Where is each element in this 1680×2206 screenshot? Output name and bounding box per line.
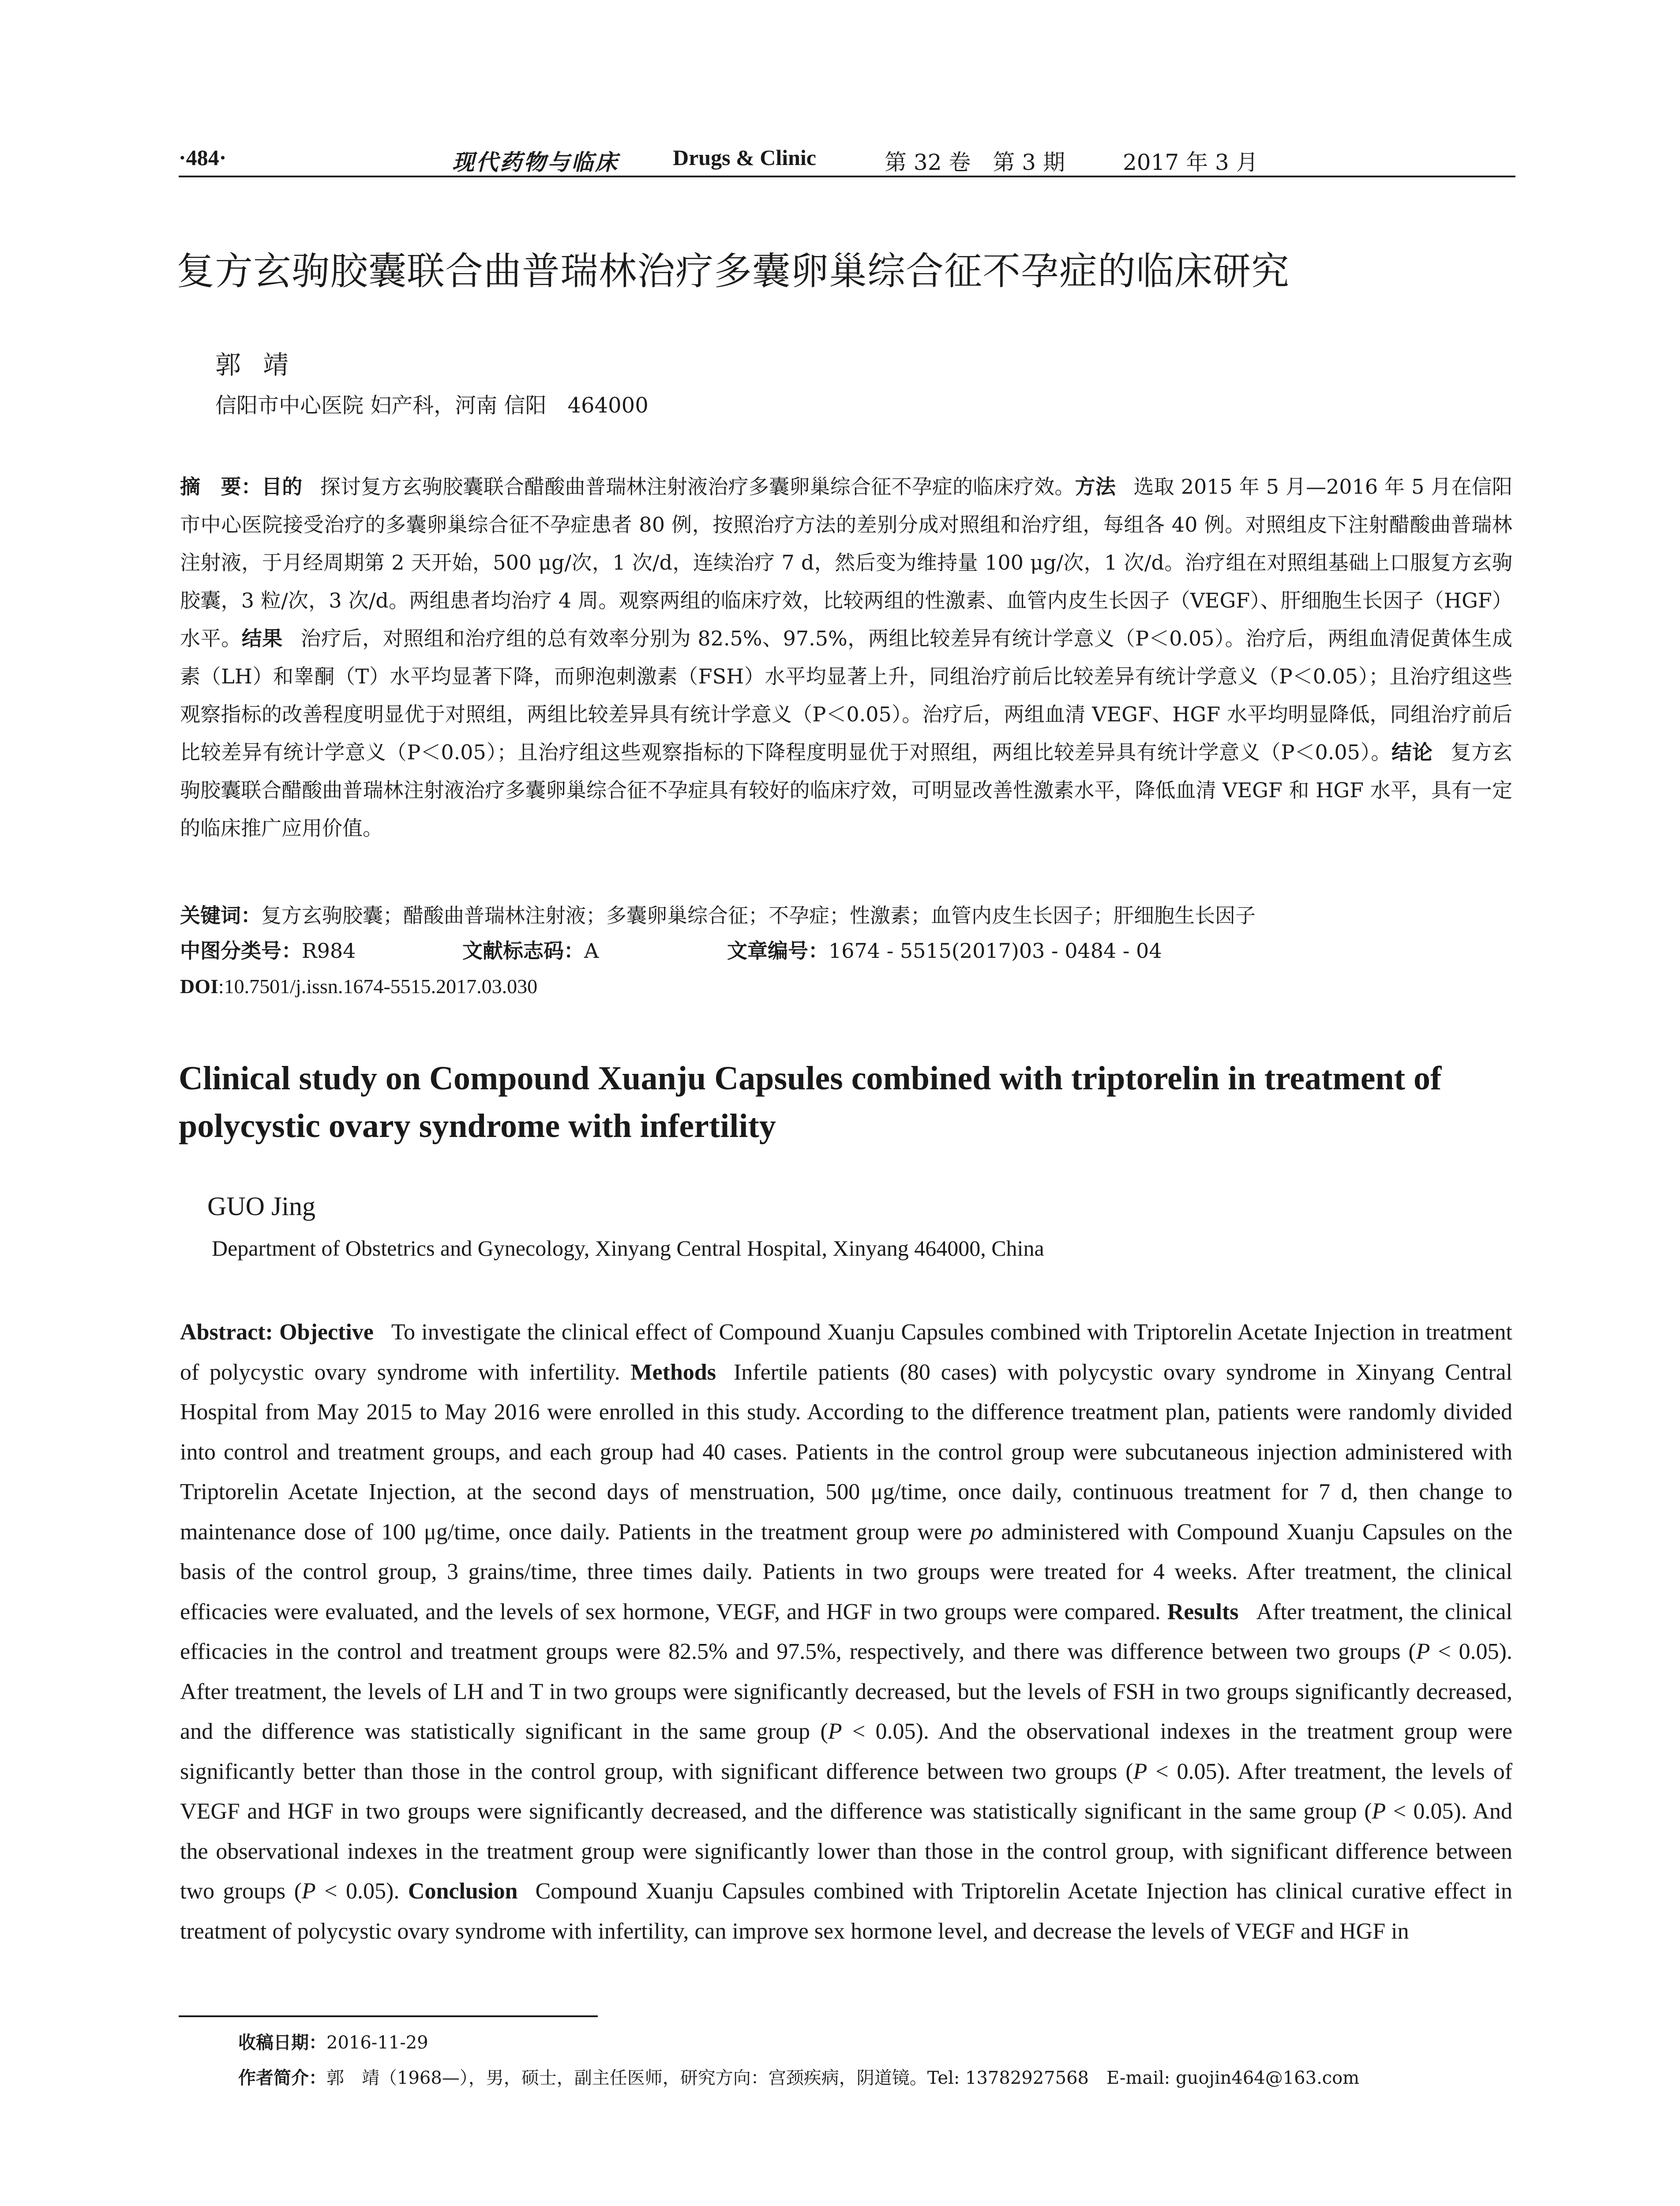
results-label-en: Results: [1167, 1599, 1239, 1624]
author-bio-label: 作者简介：: [238, 2068, 326, 2088]
objective-text-cn: 探讨复方玄驹胶囊联合醋酸曲普瑞林注射液治疗多囊卵巢综合征不孕症的临床疗效。: [320, 475, 1075, 499]
results-text-en-3: < 0.05). And the observational indexes in the treatment group were significantly better than those in the control group, with significant difference between two groups (: [180, 1719, 1513, 1784]
received-date: 2016-11-29: [326, 2033, 428, 2053]
abstract-objective-label-en: Abstract: Objective: [180, 1320, 374, 1345]
footnote-divider: [179, 2015, 598, 2017]
journal-name-en: Drugs & Clinic: [673, 145, 816, 170]
abstract-cn: [180, 468, 1512, 847]
affiliation-en: Department of Obstetrics and Gynecology, Xinyang Central Hospital, Xinyang 464000, China: [212, 1236, 1044, 1261]
doi-line: [180, 971, 1512, 1002]
affiliation-cn: 信阳市中心医院 妇产科，河南 信阳 464000: [215, 393, 649, 418]
conclusion-label-en: Conclusion: [408, 1879, 518, 1904]
results-text-en-6: < 0.05).: [315, 1879, 400, 1904]
classification-label: 中图分类号：: [180, 939, 302, 963]
page-number: ·484·: [179, 145, 227, 170]
author-bio-text: 郭 靖（1968—），男，硕士，副主任医师，研究方向：宫颈疾病，阴道镜。Tel: 13782927568 E-mail: guojin464@163.com: [326, 2068, 1360, 2088]
results-text-cn: 治疗后，对照组和治疗组的总有效率分别为 82.5%、97.5%，两组比较差异有统计学意义（P＜0.05）。治疗后，两组血清促黄体生成素（LH）和睾酮（T）水平均显著下降，而卵泡刺激素（FSH）水平均显著上升，同组治疗前后比较差异有统计学意义（P＜0.05）；且治疗组这些观察指标的改善程度明显优于对照组，两组比较差异具有统计学意义（P＜0.05）。治疗后，两组血清 VEGF、HGF 水平均明显降低，同组治疗前后比较差异有统计学意义（P＜0.05）；且治疗组这些观察指标的下降程度明显优于对照组，两组比较差异具有统计学意义（P＜0.05）。: [180, 627, 1513, 764]
article-number-value: 1674 - 5515(2017)03 - 0484 - 04: [829, 939, 1162, 963]
methods-label-en: Methods: [630, 1359, 716, 1385]
methods-text-cn: 选取 2015 年 5 月—2016 年 5 月在信阳市中心医院接受治疗的多囊卵巢综合征不孕症患者 80 例，按照治疗方法的差别分成对照组和治疗组，每组各 40 例。对照组皮下注射醋酸曲普瑞林注射液，于月经周期第 2 天开始，500 μg/次，1 次/d，连续治疗 7 d，然后变为维持量 100 μg/次，1 次/d。治疗组在对照组基础上口服复方玄驹胶囊，3 粒/次，3 次/d。两组患者均治疗 4 周。观察两组的临床疗效，比较两组的性激素、血管内皮生长因子（VEGF）、肝细胞生长因子（HGF）水平。: [180, 475, 1513, 650]
classification-line: [180, 935, 1512, 966]
document-code-value: A: [584, 939, 599, 963]
p-symbol: P: [828, 1719, 842, 1744]
abstract-label-cn: 摘 要：: [180, 475, 262, 499]
results-text-en-5: < 0.05). And the observational indexes in the treatment group were significantly lower than those in the control group, with significant difference between two groups (: [180, 1799, 1512, 1904]
methods-text-en-1: Infertile patients (80 cases) with polycystic ovary syndrome in Xinyang Central Hospital from May 2015 to May 2016 were enrolled in this study. According to the difference treatment plan, patients were randomly divided into control and treatment groups, and each group had 40 cases. Patients in the control group were subcutaneous injection administered with Triptorelin Acetate Injection, at the second days of menstruation, 500 μg/time, once daily, continuous treatment for 7 d, then change to maintenance dose of 100 μg/time, once daily. Patients in the treatment group were: [180, 1359, 1513, 1545]
p-symbol: P: [301, 1879, 316, 1904]
running-header: [179, 140, 1515, 177]
objective-text-en: To investigate the clinical effect of Compound Xuanju Capsules combined with Triptorelin Acetate Injection in treatment of polycystic ovary syndrome with infertility.: [180, 1320, 1512, 1385]
article-title-cn: 复方玄驹胶囊联合曲普瑞林治疗多囊卵巢综合征不孕症的临床研究: [176, 249, 1290, 293]
results-text-en-2: < 0.05). After treatment, the levels of LH and T in two groups were significantly decreased, but the levels of FSH in two groups significantly decreased, and the difference was statistically significant in the same group (: [180, 1639, 1512, 1744]
author-name-en: GUO Jing: [207, 1192, 316, 1221]
received-label: 收稿日期：: [238, 2033, 326, 2053]
footnote-received: [238, 2030, 1518, 2056]
document-code-label: 文献标志码：: [462, 939, 584, 963]
methods-label-cn: 方法: [1075, 475, 1116, 499]
article-title-en: Clinical study on Compound Xuanju Capsules combined with triptorelin in treatment of polycystic ovary syndrome with infertility: [179, 1060, 1442, 1144]
keywords-text: 复方玄驹胶囊；醋酸曲普瑞林注射液；多囊卵巢综合征；不孕症；性激素；血管内皮生长因子；肝细胞生长因子: [261, 904, 1256, 927]
issue-date: 2017 年 3 月: [1123, 150, 1258, 175]
keywords-line: [180, 900, 1512, 931]
conclusion-text-cn: 复方玄驹胶囊联合醋酸曲普瑞林注射液治疗多囊卵巢综合征不孕症具有较好的临床疗效，可明显改善性激素水平，降低血清 VEGF 和 HGF 水平，具有一定的临床推广应用价值。: [180, 740, 1513, 840]
methods-text-en-2: administered with Compound Xuanju Capsules on the basis of the control group, 3 grains/time, three times daily. Patients in two groups were treated for 4 weeks. After treatment, the clinical efficacies were evaluated, and the levels of sex hormone, VEGF, and HGF in two groups were compared.: [180, 1519, 1513, 1624]
conclusion-text-en: Compound Xuanju Capsules combined with Triptorelin Acetate Injection has clinical curative effect in treatment of polycystic ovary syndrome with infertility, can improve sex hormone level, and decrease the levels of VEGF and HGF in: [180, 1879, 1512, 1944]
conclusion-label-cn: 结论: [1391, 740, 1433, 764]
journal-name-cn: 现代药物与临床: [452, 149, 619, 175]
results-label-cn: 结果: [241, 627, 283, 650]
results-text-en-1: After treatment, the clinical efficacies in the control and treatment groups were 82.5% and 97.5%, respectively, and there was difference between two groups (: [180, 1599, 1512, 1664]
p-symbol: P: [1372, 1799, 1386, 1824]
article-number-label: 文章编号：: [727, 939, 829, 963]
footnote-author-bio: [238, 2065, 1518, 2091]
objective-label-cn: 目的: [261, 475, 303, 499]
results-text-en-4: < 0.05). After treatment, the levels of VEGF and HGF in two groups were significantly decreased, and the difference was statistically significant in the same group (: [180, 1759, 1513, 1824]
doi-value[interactable]: :10.7501/j.issn.1674-5515.2017.03.030: [218, 975, 538, 998]
volume-issue: 第 32 卷 第 3 期: [885, 150, 1065, 175]
doi-label: DOI: [180, 975, 218, 998]
keywords-label: 关键词：: [180, 904, 261, 927]
author-name-cn: 郭靖: [215, 350, 311, 380]
classification-value: R984: [302, 939, 356, 963]
p-symbol: P: [1133, 1759, 1148, 1784]
p-symbol: P: [1416, 1639, 1430, 1664]
abstract-en: [180, 1313, 1512, 1951]
po-abbrev: po: [970, 1519, 993, 1545]
